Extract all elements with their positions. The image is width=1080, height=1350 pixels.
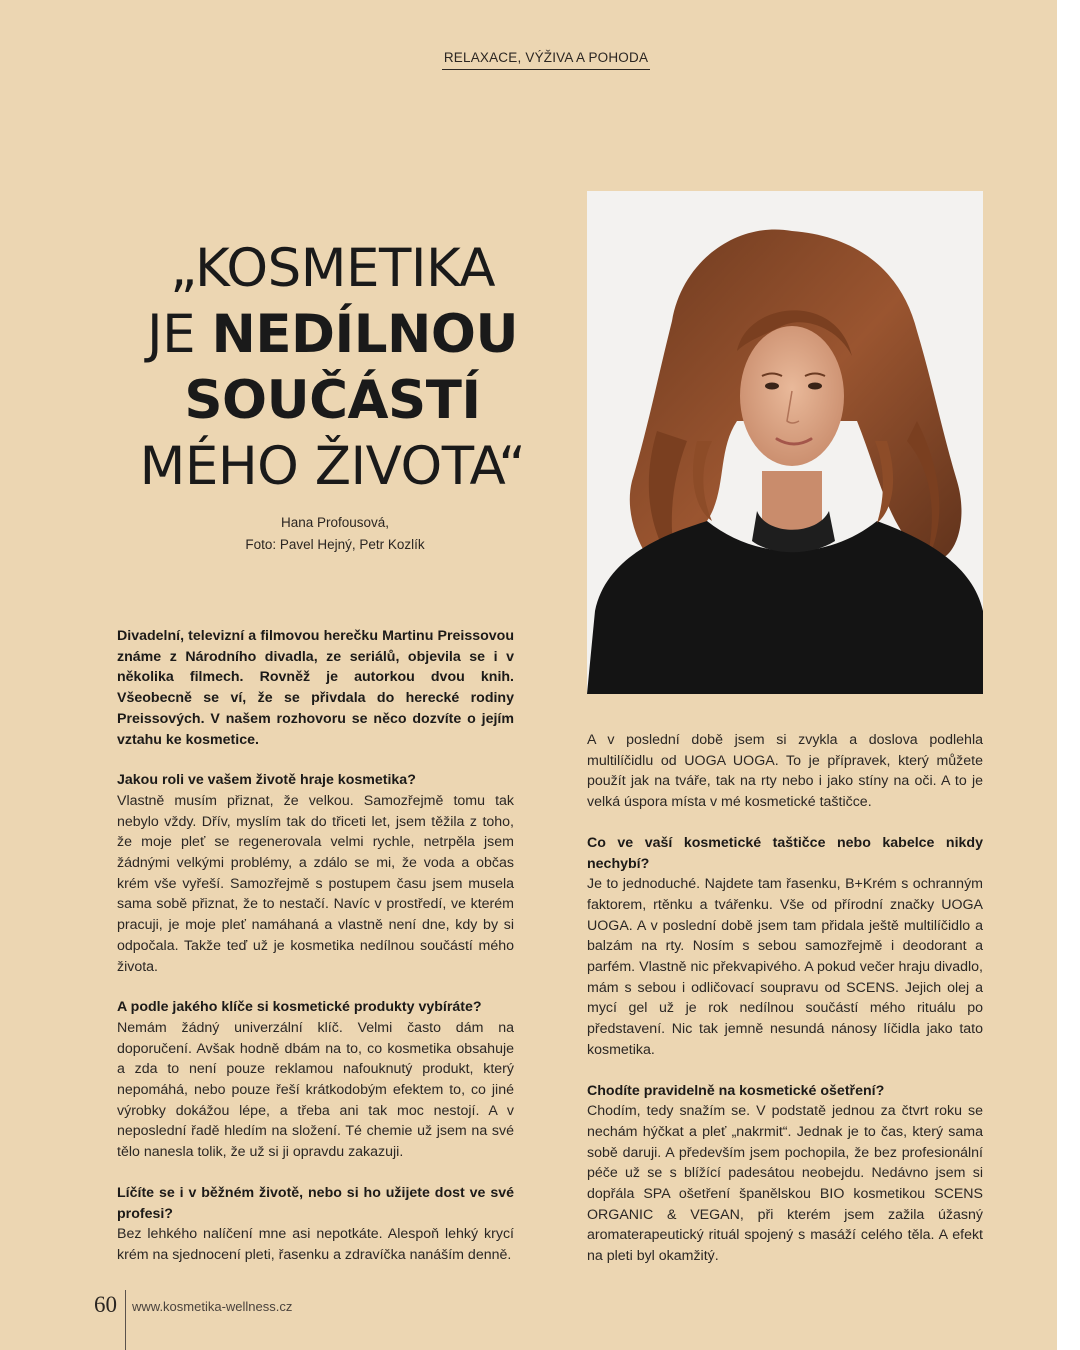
headline [110,236,555,500]
author-credit: Hana Profousová, [280,515,390,530]
question-5: Chodíte pravidelně na kosmetické ošetření? [587,1082,885,1099]
question-3: Líčíte se i v běžném životě, nebo si ho užijete dost ve své profesi? [117,1184,514,1222]
headline-line-4: MÉHO ŽIVOTA“ [139,436,526,497]
portrait-photo [587,191,983,694]
answer-1: Vlastně musím přiznat, že velkou. Samozřejmě tomu tak nebylo vždy. Dřív, myslím tak do třiceti let, jsem těžila z toho, že moje pleť se regenerovala velmi rychle, netrpěla jsem žádnými velkými problémy, a zdálo se mi, že voda a občas krém vše vyřeší. Samozřejmě s postupem času jsem musela sama sobě přiznat, že to nestačí. Navíc v prostředí, ve kterém pracuji, je moje pleť namáhaná a vlastně není dne, kdy by si odpočala. Takže teď už je kosmetika nedílnou součástí mého života. [117,792,514,975]
headline-line-2-thin: JE [147,304,212,365]
answer-5: Chodím, tedy snažím se. V podstatě jednou za čtvrt roku se nechám hýčkat a pleť „nakrmit“. Jednak je to čas, který sama sobě daruji. A především jsem pochopila, že bez profesionální péče už se s blížící padesátou neobejdu. Nedávno jsem si dopřála SPA ošetření španělskou BIO kosmetikou SCENS ORGANIC & VEGAN, při kterém jsem zažila úžasný aromaterapeutický rituál spojený s masáží celého těla. A efekt na pleti byl okamžitý. [587,1103,983,1265]
article-column-right [587,730,983,1287]
footer-website-link[interactable]: www.kosmetika-wellness.cz [132,1299,293,1314]
answer-4: Je to jednoduché. Najdete tam řasenku, B+Krém s ochranným faktorem, rtěnku a tvářenku. Vše od přírodní značky UOGA UOGA. A v poslední době jsem tam přidala ještě multilíčidlo a balzám na rty. Nosím s sebou samozřejmě i deodorant a parfém. Vlastně nic překvapivého. A pokud večer hraju divadlo, mám s sebou i odličovací soupravu od SCENS. Jejich olej a mycí gel už je rok nedílnou součástí mého rituálu po představení. Nic tak jemně nesundá nánosy líčidla jako tato kosmetika. [587,876,983,1058]
answer-2: Nemám žádný univerzální klíč. Velmi často dám na doporučení. Avšak hodně dbám na to, co kosmetika obsahuje a zda to není pouze reklamou nafouknutý produkt, který nepomáhá, nebo pouze řeší krátkodobým efektem to, co jiné výrobky dokážou lépe, a třeba ani tak moc nestojí. A v neposlední řadě hledím na složení. Té chemie už jsem na své tělo nanesla tolik, že už si ji opravdu zakazuji. [117,1019,514,1161]
page-edge [1057,0,1080,1350]
question-1: Jakou roli ve vašem životě hraje kosmetika? [117,772,416,789]
headline-line-1: „KOSMETIKA [169,238,496,299]
footer-divider [125,1290,126,1350]
section-label: RELAXACE, VÝŽIVA A POHODA [442,50,650,70]
headline-line-2-bold: NEDÍLNOU [211,304,518,365]
headline-line-3: SOUČÁSTÍ [184,370,481,431]
question-4: Co ve vaší kosmetické taštičce nebo kabelce nikdy nechybí? [587,834,983,872]
answer-3-continued: A v poslední době jsem si zvykla a doslova podlehla multilíčidlu od UOGA UOGA. To je přípravek, který můžete použít jak na tváře, tak na rty nebo i jako stíny na oči. A to je velká úspora místa v mé kosmetické taštičce. [587,732,983,811]
question-2: A podle jakého klíče si kosmetické produkty vybíráte? [117,999,482,1016]
article-credits [200,512,470,556]
answer-3: Bez lehkého nalíčení mne asi nepotkáte. Alespoň lehký krycí krém na sjednocení pleti, řasenku a zdravíčka nanáším denně. [117,1226,514,1263]
article-column-left [117,626,514,1286]
article-lead: Divadelní, televizní a filmovou herečku Martinu Preissovou známe z Národního divadla, ze seriálů, objevila se i v několika filmech. Rovněž je autorkou dvou knih. Všeobecně se ví, že se přivdala do herecké rodiny Preissových. V našem rozhovoru se něco dozvíte o jejím vztahu ke kosmetice. [117,628,514,748]
photo-credit: Foto: Pavel Hejný, Petr Kozlík [245,537,425,552]
portrait-illustration [587,191,983,694]
page-number: 60 [94,1292,117,1317]
headline-line-2 [110,302,555,368]
